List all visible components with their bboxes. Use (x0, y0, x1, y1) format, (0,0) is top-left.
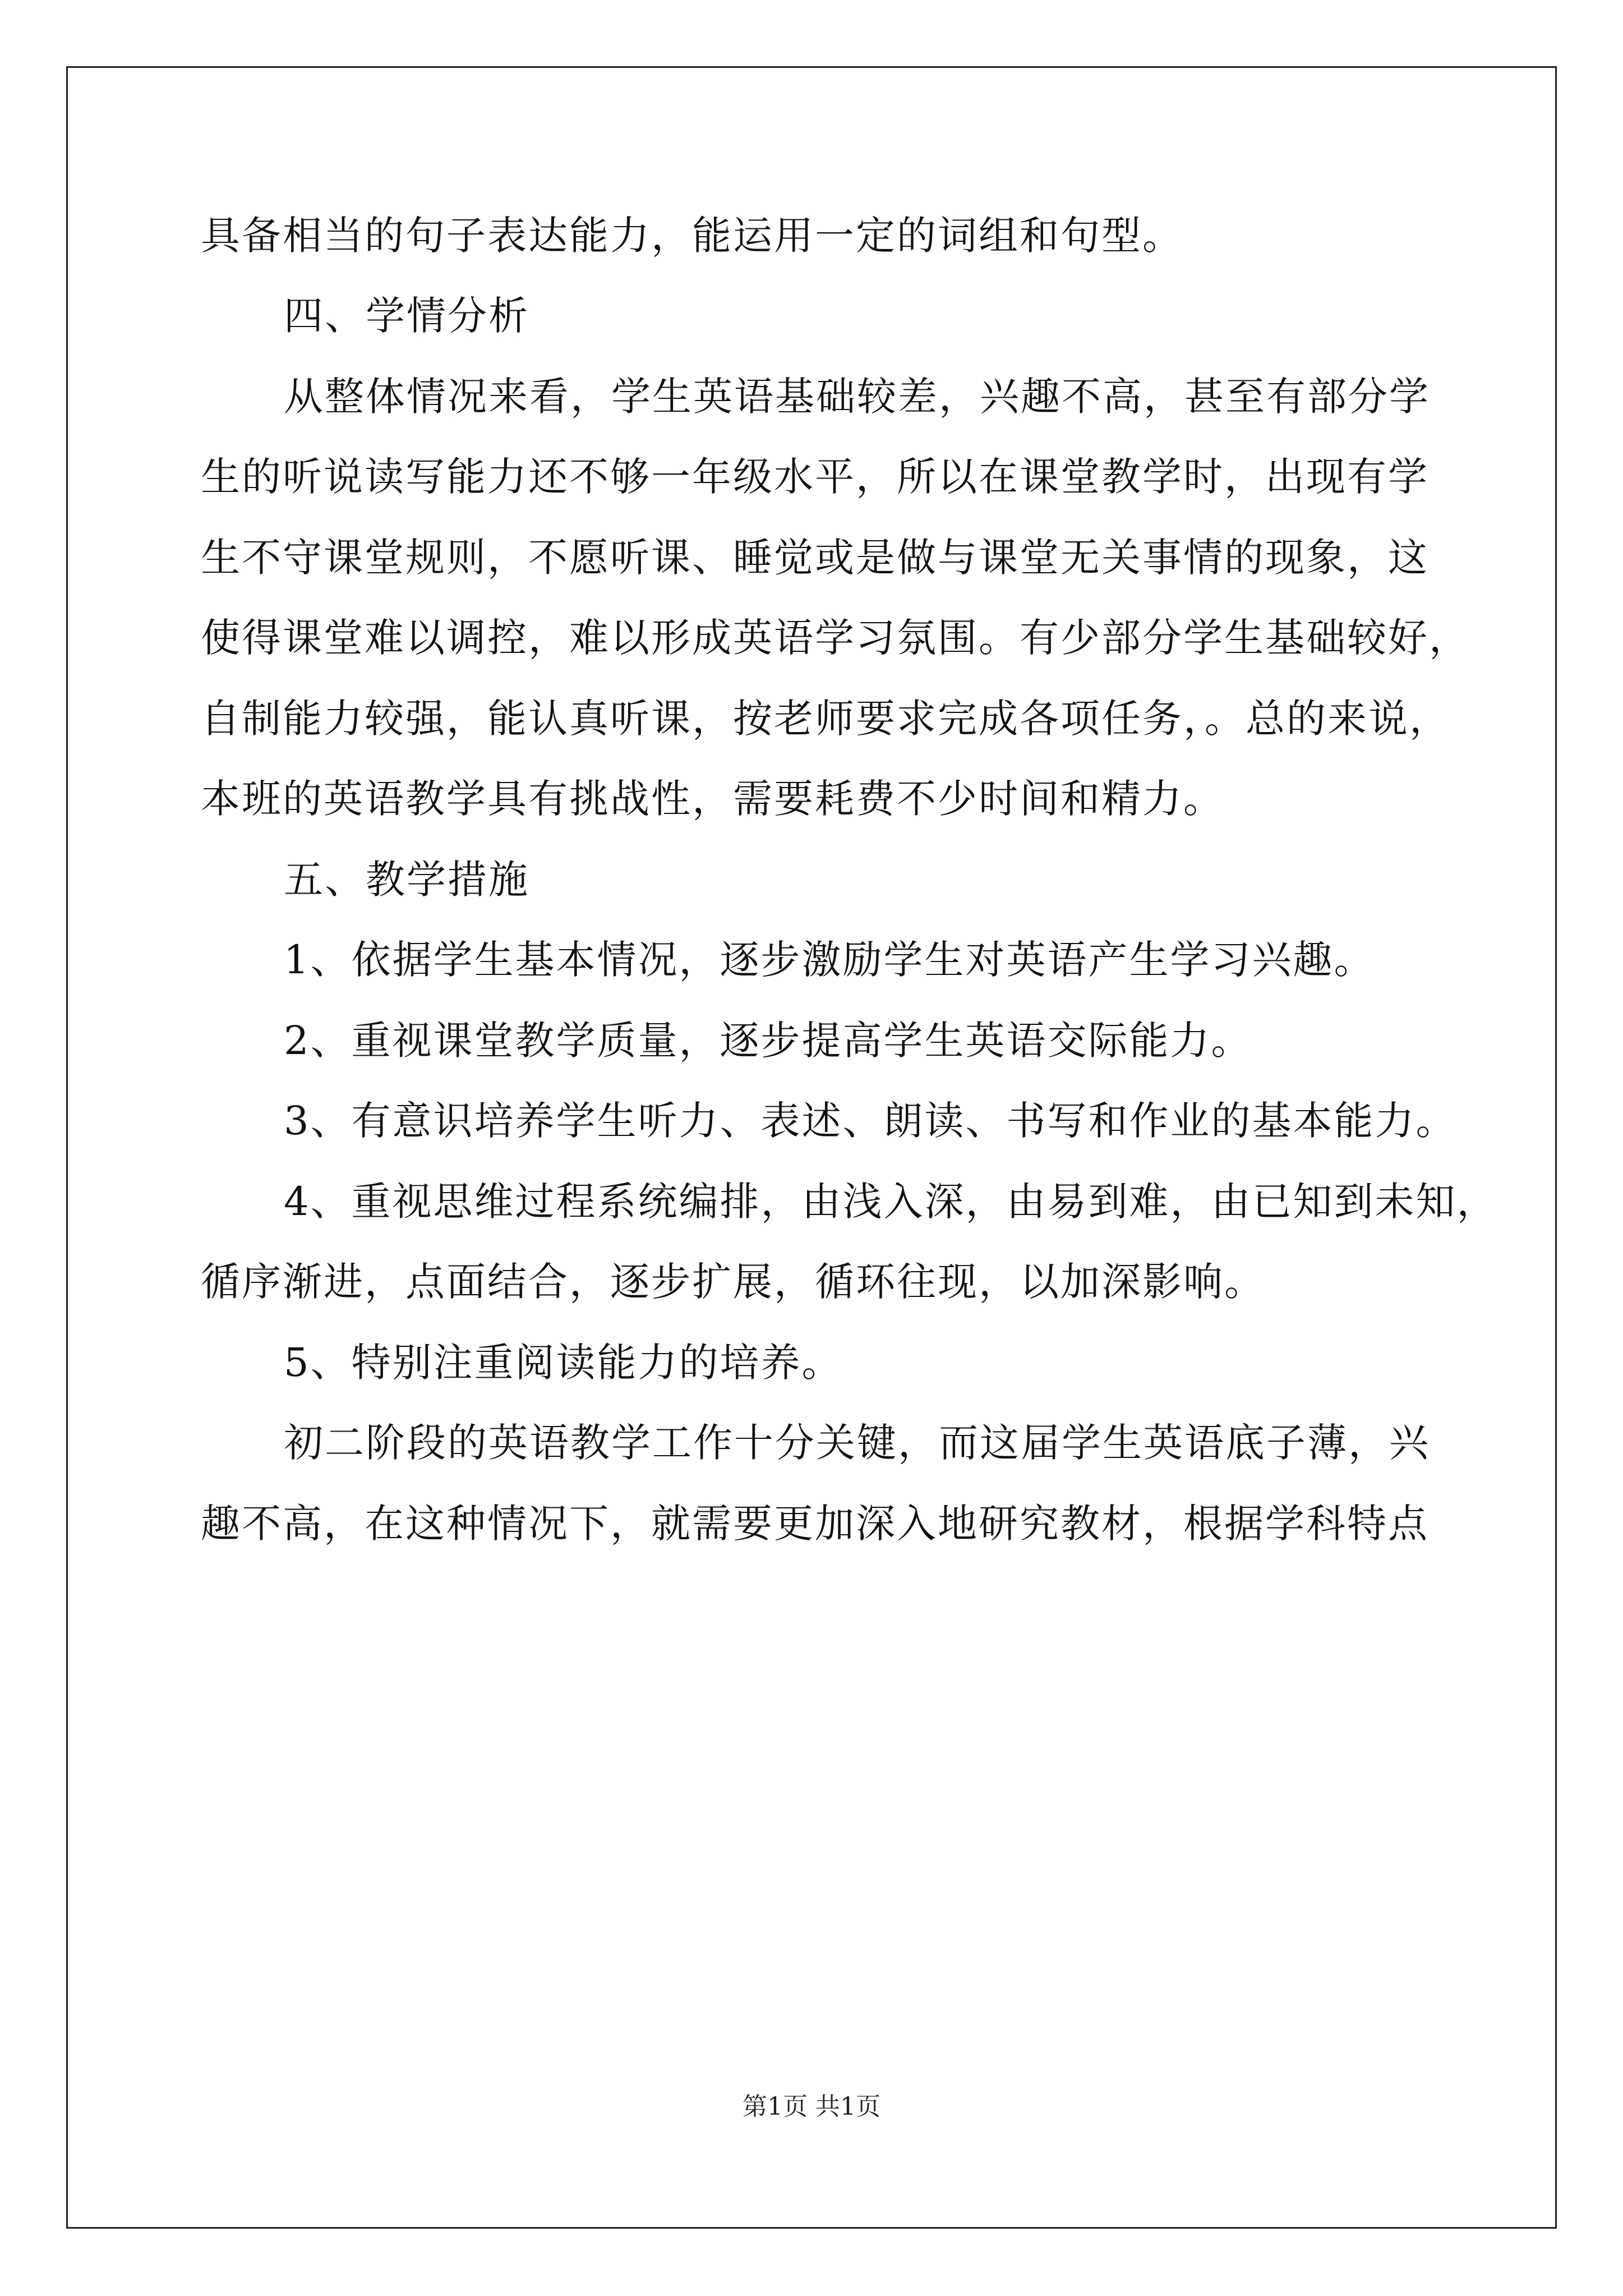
section-heading: 四、学情分析 (284, 293, 529, 339)
text-line: 循序渐进，点面结合，逐步扩展，循环往现，以加深影响。 (201, 1259, 1265, 1305)
text-line: 自制能力较强，能认真听课，按老师要求完成各项任务，。总的来说， (201, 696, 1450, 742)
section-heading: 五、教学措施 (284, 857, 529, 903)
list-item: 3、有意识培养学生听力、表述、朗读、书写和作业的基本能力。 (284, 1098, 1457, 1144)
text-line: 趣不高，在这种情况下，就需要更加深入地研究教材，根据学科特点 (201, 1501, 1429, 1547)
text-line: 生不守课堂规则，不愿听课、睡觉或是做与课堂无关事情的现象，这 (201, 535, 1429, 581)
list-item: 5、特别注重阅读能力的培养。 (284, 1340, 843, 1386)
text-line: 从整体情况来看，学生英语基础较差，兴趣不高，甚至有部分学 (284, 374, 1430, 420)
text-line: 使得课堂难以调控，难以形成英语学习氛围。有少部分学生基础较好， (201, 615, 1470, 661)
list-item: 4、重视思维过程系统编排，由浅入深，由易到难，由已知到未知， (284, 1179, 1498, 1225)
text-line: 具备相当的句子表达能力，能运用一定的词组和句型。 (201, 213, 1183, 259)
text-line: 初二阶段的英语教学工作十分关键，而这届学生英语底子薄，兴 (284, 1420, 1430, 1466)
text-line: 本班的英语教学具有挑战性，需要耗费不少时间和精力。 (201, 776, 1224, 822)
page-footer: 第1页 共1页 (743, 2092, 880, 2121)
list-item: 2、重视课堂教学质量，逐步提高学生英语交际能力。 (284, 1018, 1252, 1064)
list-item: 1、依据学生基本情况，逐步激励学生对英语产生学习兴趣。 (284, 937, 1375, 983)
text-line: 生的听说读写能力还不够一年级水平，所以在课堂教学时，出现有学 (201, 454, 1429, 500)
